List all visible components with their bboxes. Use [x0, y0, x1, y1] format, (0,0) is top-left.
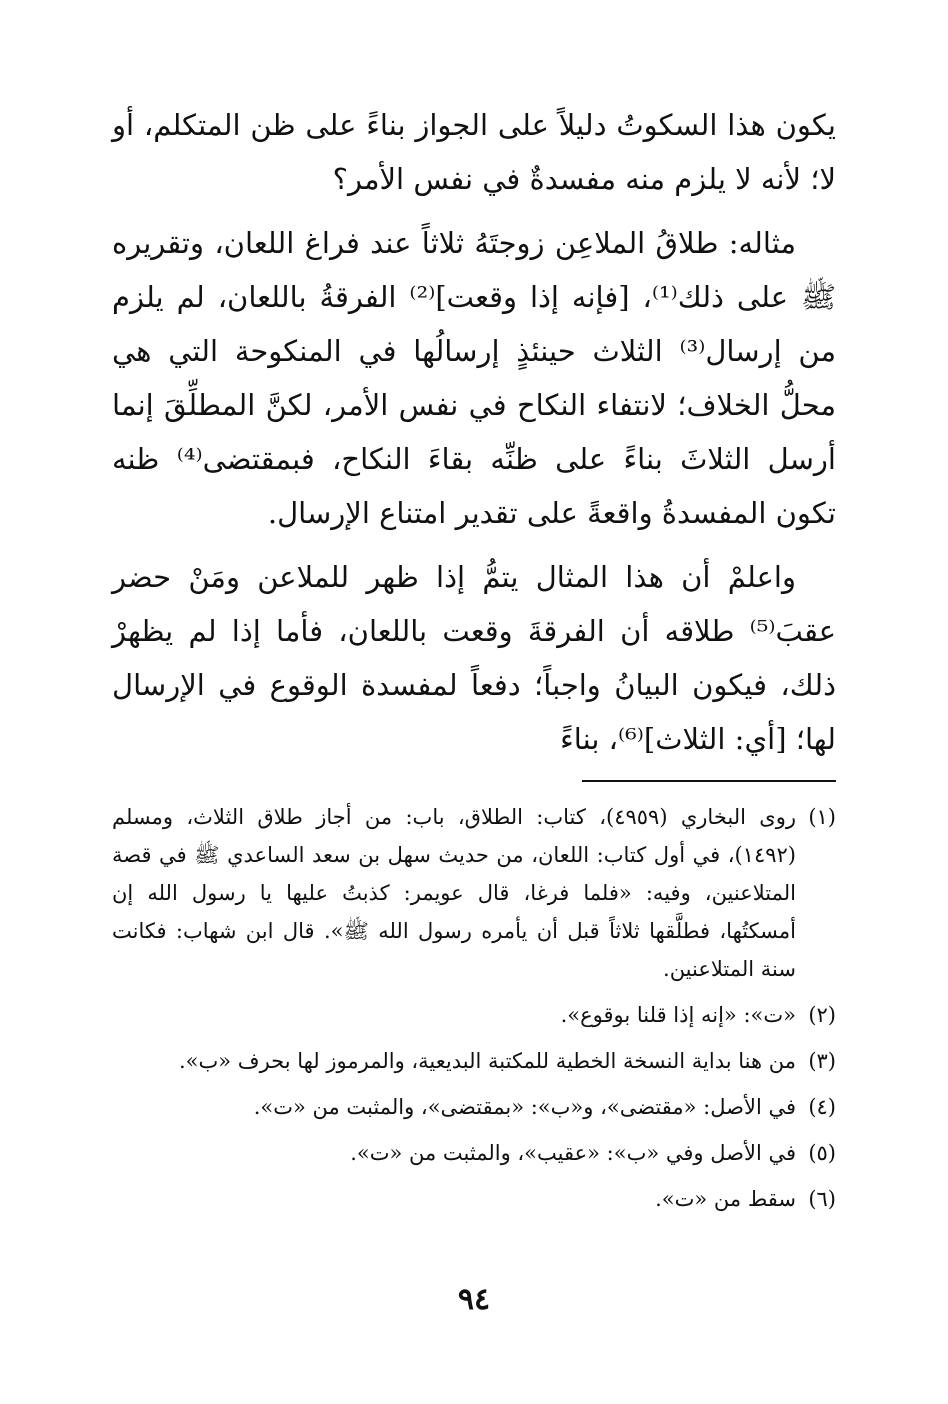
footnote-number: (٤) [808, 1095, 836, 1119]
footnotes [112, 798, 836, 1226]
footnote-5 [112, 1134, 836, 1172]
paragraph-2: مثاله: طلاقُ الملاعِن زوجتَهُ ثلاثاً عند فراغ اللعان، وتقريره ﷺ على ذلك⁽¹⁾، [فإنه إذا وقعت]⁽²⁾ الفرقةُ باللعان، لم يلزم من إرسال⁽³⁾ الثلاث حينئذٍ إرسالُها في المنكوحة التي هي محلُّ الخلاف؛ لانتفاء النكاح في نفس الأمر، لكنَّ المطلِّقَ إنما أرسل الثلاثَ بناءً على ظنِّه بقاءَ النكاح، فبمقتضى⁽⁴⁾ ظنه تكون المفسدةُ واقعةً على تقدير امتناع الإرسال. [112, 226, 837, 530]
footnote-number: (٦) [808, 1187, 836, 1211]
footnote-text: روى البخاري (٤٩٥٩)، كتاب: الطلاق، باب: من أجاز طلاق الثلاث، ومسلم (١٤٩٢)، في أول كتاب: اللعان، من حديث سهل بن سعد الساعدي ﷺ في قصة المتلاعنين، وفيه: «فلما فرغا، قال عويمر: كذبتُ عليها يا رسول الله إن أمسكتُها، فطلَّقها ثلاثاً قبل أن يأمره رسول الله ﷺ». قال ابن شهاب: فكانت سنة المتلاعنين. [112, 805, 796, 981]
footnote-number: (١) [808, 805, 836, 829]
footnote-text: سقط من «ت». [655, 1187, 796, 1211]
footnote-1 [112, 798, 836, 988]
footnote-2 [112, 996, 836, 1034]
main-text [112, 98, 836, 776]
footnote-3 [112, 1042, 836, 1080]
footnote-text: من هنا بداية النسخة الخطية للمكتبة البديعية، والمرموز لها بحرف «ب». [178, 1049, 796, 1073]
footnote-number: (٢) [808, 1003, 836, 1027]
footnote-4 [112, 1088, 836, 1126]
footnote-text: في الأصل وفي «ب»: «عقيب»، والمثبت من «ت». [350, 1141, 796, 1165]
footnote-number: (٣) [808, 1049, 836, 1073]
page-number: ٩٤ [457, 1282, 491, 1317]
footnote-divider [582, 780, 836, 782]
footnote-text: في الأصل: «مقتضى»، و«ب»: «بمقتضى»، والمثبت من «ت». [253, 1095, 796, 1119]
footnote-number: (٥) [808, 1141, 836, 1165]
paragraph-3: واعلمْ أن هذا المثال يتمُّ إذا ظهر للملاعن ومَنْ حضر عقبَ⁽⁵⁾ طلاقه أن الفرقةَ وقعت باللعان، فأما إذا لم يظهرْ ذلك، فيكون البيانُ واجباً؛ دفعاً لمفسدة الوقوع في الإرسال لها؛ [أي: الثلاث]⁽⁶⁾، بناءً [112, 560, 836, 756]
paragraph-1: يكون هذا السكوتُ دليلاً على الجواز بناءً على ظن المتكلم، أو لا؛ لأنه لا يلزم منه مفسدةٌ في نفس الأمر؟ [112, 108, 836, 196]
footnote-6 [112, 1180, 836, 1218]
footnote-text: «ت»: «إنه إذا قلنا بوقوع». [560, 1003, 796, 1027]
